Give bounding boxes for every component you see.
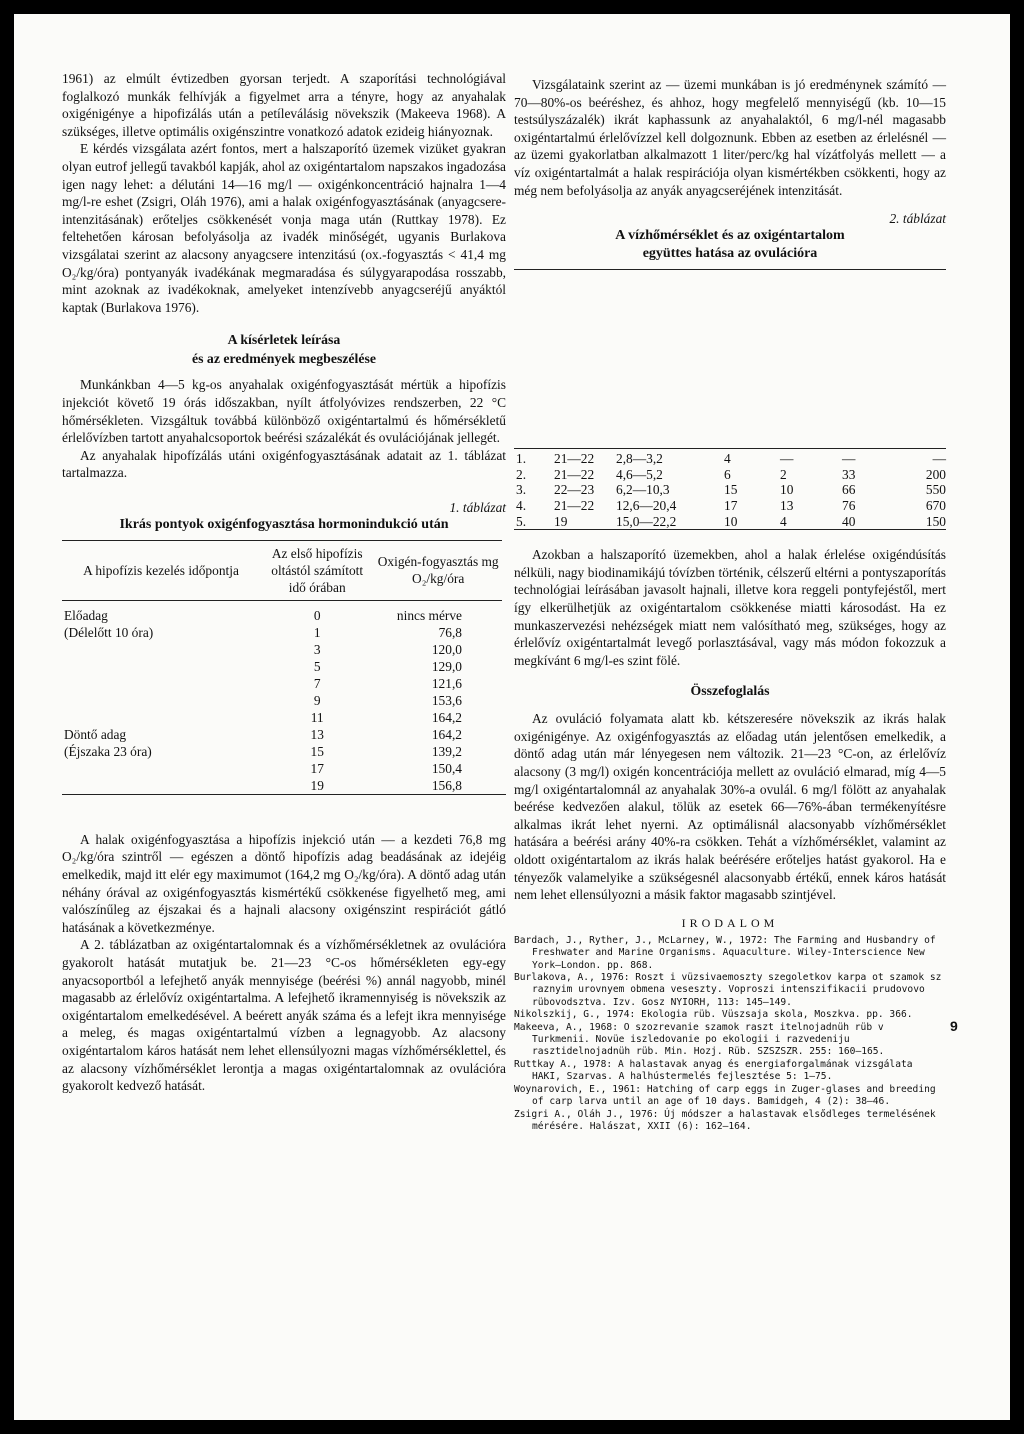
paragraph: A 2. táblázatban az oxigéntartalomnak és a vízhőmérsékletnek az ovulációra gyakorolt hatását mutatjuk be. 21—23 °C-os hőmérsékleten egy-egy anyacsoportból a lefejhető anyák mennyisége (beérési %) annál nagyobb, minél magasabb az érlelővíz oxigéntartalma. A lefejhető ikramennyiség is növekszik az oxigéntartalom emelkedésével. A beérett anyák száma és a lefejt ikra mennyisége a meleg, és magas oxigéntartalmú vízben a legnagyobb. Az alacsony oxigéntartalom káros hatását nem lehet ellensúlyozni magas vízhőmérséklettel, és az alacsony vízhőmérséklet lerontja a magas oxigéntartalomnak az ovulációra gyakorolt kedvező hatását.	[62, 937, 506, 1094]
table-cell: 10	[780, 482, 794, 498]
section-title: Összefoglalás	[690, 683, 770, 699]
table-cell: 120,0	[431, 641, 462, 657]
table-cell: 670	[925, 497, 946, 513]
table-cell: 5.	[516, 513, 527, 529]
table-cell: nincs mérve	[396, 607, 462, 623]
table-cell: 1.	[516, 451, 527, 467]
reference-item: Bardach, J., Ryther, J., McLarney, W., 1972: The Farming and Husbandry of Freshwater and Marine Organisms. Aquaculture. Wiley-Interscience New York—London. pp. 868.	[514, 934, 936, 971]
table-cell: 121,6	[431, 675, 462, 691]
paragraph: Az anyahalak hipofízálás utáni oxigénfogyasztásának adatait az 1. táblázat tartalmazza.	[62, 447, 506, 481]
reference-item: Makeeva, A., 1968: O szozrevanie szamok raszt itelnojadnüh rüb v Turkmenii. Novüe iszledovanie po ekologii i razvedeniju rasztidelnojadnüh rüb. Min. Hozj. Rüb. SZSZSZR. 255: 160—165.	[514, 1021, 885, 1058]
column-header: Oxigén-fogyasztás mg O₂/kg/óra	[374, 540, 502, 600]
table-cell: 33	[842, 466, 856, 482]
table-cell	[62, 658, 260, 675]
table-cell: 1	[313, 624, 321, 640]
paragraph: Az ovuláció folyamata alatt kb. kétszeresére növekszik az ikrás halak oxigénigénye. Az oxigénfogyasztás az előadag után jelentősen emelkedik, a döntő adag után már lényegesen nem változik. 21—23 °C-on, az érlelővíz alacsony (3 mg/l) oxigén koncentrációja mellett az ovuláció elmarad, míg 4—5 mg/l oxigéntartalomnál az anyahalak 30%-a ovulál. 6 mg/l fölött az anyahalak beérése kedvezően alakul, tölük az esetek 66—76%-ában termékenyítésre alkalmas ikrát lehet nyerni. Az optimálisnál alacsonyabb vízhőmérséklet hatására a beérési arány 40%-ra csökken. Tehát a vízhőmérséklet, valamint az oldott oxigéntartalom az ikrás halak beérésére erőteljes hatást gyakorol. Ha e tényezők valamelyike a szükségesnél alacsonyabb értékű, ennek káros hatását nem lehet ellensúlyozni a másik faktor magasabb szintjével.	[514, 711, 946, 903]
table-cell: 200	[925, 466, 946, 482]
table-cell: 139,2	[431, 743, 462, 759]
table-number: 2. táblázat	[889, 211, 946, 227]
table-row	[62, 692, 502, 709]
paragraph: 1961) az elmúlt évtizedben gyorsan terjedt. A szaporítási technológiával foglalkozó munkák felhívják a figyelmet arra a tényre, hogy az anyahalak oxigénigénye a hipofizálás után a petíleválásig növekszik (Makeeva 1968). A szükséges, illetve optimális oxigénszintre vonatkozó adatok ezideig hiányoznak.	[62, 71, 506, 139]
table-cell: 15	[724, 482, 738, 498]
table-cell: 2.	[516, 466, 527, 482]
table-row	[62, 624, 502, 641]
table-cell: 76	[842, 497, 856, 513]
section-title: és az eredmények megbeszélése	[191, 351, 377, 367]
table-cell: 13	[780, 497, 794, 513]
page-number: 9	[950, 1018, 958, 1034]
table-cell: 3	[313, 641, 321, 657]
table-cell: 129,0	[431, 658, 462, 674]
table-cell: 550	[925, 482, 946, 498]
table-cell: 76,8	[438, 624, 462, 640]
table-row	[62, 641, 502, 658]
table-cell	[62, 641, 260, 658]
table-cell: 21—22	[554, 466, 595, 482]
table-cell	[62, 675, 260, 692]
paragraph: E kérdés vizsgálata azért fontos, mert a halszaporító üzemek vizüket gyakran olyan eutrof jellegű tavakból kapják, ahol az oxigéntartalom napszakos ingadozása igen nagy lehet: a délutáni 14—16 mg/l — oxigénkoncentráció hajnalra 1—4 mg/l-re eshet (Zsigri, Oláh 1976), ami a halak oxigénfogyasztásának (anyagcsere-intenzitásának) erőteljes csökkenését vonja maga után (Ruttkay 1978). Ez feltehetően károsan befolyásolja az ivadék minőségét, ugyanis Burlakova vizsgálatai szerint az alacsony anyagcsere intenzitású (ox.-fogyasztás < 41,4 mg O₂/kg/óra) pontyanyák ivadékának megmaradása és súlygyarapodása rosszabb, mint azoknak az ivadékoknak, amelyeket intenzívebb anyagcseréjű anyáktól kaptak (Burlakova 1976).	[62, 141, 506, 315]
table-cell: 17	[310, 760, 324, 776]
table-cell: 6	[724, 466, 731, 482]
table-number: 1. táblázat	[449, 499, 506, 515]
table-cell: 164,2	[431, 726, 462, 742]
table-cell: 156,8	[431, 777, 462, 793]
table-row	[62, 709, 502, 726]
references-title: IRODALOM	[681, 915, 779, 930]
table-cell: 150,4	[431, 760, 462, 776]
table-row	[62, 675, 502, 692]
table-cell: 4	[780, 513, 787, 529]
paragraph: Azokban a halszaporító üzemekben, ahol a halak érlelése oxigéndúsítás nélküli, nagy biodinamikájú tóvízben történik, célszerű eltérni a pontyszaporítás technológiai leírásában javasolt hajnali, illetve kora reggeli pontyfejéstől, mert így elkerülhetjük az oxigéntartalom csökkenése miatti károsodást. Ha ez munkaszervezési nehézségek miatt nem valósítható meg, szükséges, hogy az érlelővíz oxigéntartalmát levegő porlasztásával, vagy más módon fokozzuk a megkívánt 6 mg/l-es szint fölé.	[514, 547, 946, 668]
table-cell: 5	[313, 658, 321, 674]
table-cell	[62, 760, 260, 777]
table-row	[62, 607, 502, 624]
table-title: együttes hatása az ovulációra	[642, 246, 818, 262]
table-cell: 4,6—5,2	[616, 466, 663, 482]
paragraph: Vizsgálataink szerint az — üzemi munkában is jó eredménynek számító — 70—80%-os beéréshez, és ahhoz, hogy megfelelő mennyiségű (kb. 10—15 testsúlyszázalék) ikrát kaphassunk az anyahalaktól, 6 mg/l-nél magasabb oxigéntartalmú érlelővízzel kell dolgoznunk. Ebben az esetben az érlelésnél — az üzemi gyakorlatban alkalmazott 1 liter/perc/kg hal vízátfolyás mellett — a víz oxigéntartalmát a halak respirációja olyan kismértékben csökkenti, hogy az még nem befolyásolja az anyák anyagcseréjének intenzitását.	[514, 77, 946, 198]
table-row	[62, 743, 502, 760]
table-cell: 21—22	[554, 497, 595, 513]
table-cell: Előadag	[64, 607, 108, 623]
table-cell: 153,6	[431, 692, 462, 708]
table-row	[514, 482, 954, 498]
reference-item: Woynarovich, E., 1961: Hatching of carp eggs in Zuger-glases and breeding of carp larva until an age of 10 days. Bamidgeh, 4 (2): 38—46.	[514, 1083, 936, 1108]
table-cell: 7	[313, 675, 321, 691]
table-row	[62, 726, 502, 743]
table-cell: 3.	[516, 482, 527, 498]
table-cell: 19	[554, 513, 568, 529]
table-cell: 21—22	[554, 451, 595, 467]
reference-item: Burlakova, A., 1976: Roszt i vüzsivaemoszty szegoletkov karpa ot szamok sz raznyim urovnyem obmena veseszty. Voproszi intenszifikacii prudovovo rübovodsztva. Izv. Gosz NYIORH, 113: 145—149.	[514, 972, 942, 1008]
table-cell: 17	[724, 497, 738, 513]
table-cell: 19	[310, 777, 324, 793]
table-cell: 0	[313, 607, 321, 623]
table-cell: (Délelőtt 10 óra)	[64, 624, 154, 640]
table-row	[62, 760, 502, 777]
table-cell: 164,2	[431, 709, 462, 725]
table-cell: 12,6—20,4	[616, 497, 677, 513]
ovulation-table	[514, 449, 954, 529]
table-cell: 4.	[516, 497, 527, 513]
table-title: A vízhőmérséklet és az oxigéntartalom	[615, 228, 845, 244]
table-cell	[62, 709, 260, 726]
table-title: Ikrás pontyok oxigénfogyasztása hormonindukció után	[119, 516, 449, 532]
table-cell: 9	[313, 692, 321, 708]
reference-item: Zsigri A., Oláh J., 1976: Új módszer a halastavak elsődleges termelésének mérésére. Halászat, XXII (6): 162—164.	[514, 1108, 936, 1132]
table-cell: 10	[724, 513, 738, 529]
table-cell: 15	[310, 743, 324, 759]
table-cell: 22—23	[554, 482, 595, 498]
table-cell	[62, 777, 260, 794]
table-cell: 11	[310, 709, 324, 725]
table-row	[514, 498, 954, 514]
table-cell: —	[780, 451, 794, 467]
table-cell: 2,8—3,2	[616, 451, 663, 467]
table-row	[514, 514, 954, 530]
table-cell: —	[932, 451, 946, 467]
paragraph: A halak oxigénfogyasztása a hipofízis injekció után — a kezdeti 76,8 mg O₂/kg/óra szintről — egészen a döntő hipofízis adag beadásának az idejéig emelkedik, majd itt elér egy maximumot (164,2 mg O₂/kg/óra). A döntő adag után néhány órával az oxigénfogyasztás kismértékű csökkenése figyelhető meg, ami valószínűleg az éjszakai és a hajnali alacsony oxigénszint respirációt gátló hatásának a következménye.	[62, 831, 506, 935]
right-column	[514, 76, 946, 1133]
table-cell: 4	[724, 451, 731, 467]
table-cell: 15,0—22,2	[616, 513, 677, 529]
table-header-area	[514, 270, 946, 448]
reference-item: Nikolszkij, G., 1974: Ekologia rüb. Vüszsaja skola, Moszkva. pp. 366.	[514, 1009, 913, 1021]
column-header: A hipofízis kezelés időpontja	[62, 540, 260, 600]
table-row	[62, 777, 502, 794]
table-cell: 13	[310, 726, 324, 742]
journal-page	[14, 14, 1010, 1420]
left-column	[62, 70, 506, 1095]
table-cell	[62, 692, 260, 709]
table-cell: 2	[780, 466, 787, 482]
table-cell: 66	[842, 482, 856, 498]
table-row	[514, 467, 954, 483]
section-title: A kísérletek leírása	[227, 332, 341, 348]
paragraph: Munkánkban 4—5 kg-os anyahalak oxigénfogyasztását mértük a hipofízis injekciót követő 19 órás időszakban, nyílt átfolyóvizes rendszerben, 22 °C hőmérsékleten. Vizsgáltuk továbbá különböző oxigéntartalmú és hőmérsékletű érlelővízben tartott anyahalcsoportok beérési százalékát és ovulációjának jellegét.	[62, 377, 506, 446]
table-cell: 6,2—10,3	[616, 482, 670, 498]
table-cell: 40	[842, 513, 856, 529]
table-cell: 150	[925, 513, 946, 529]
table-cell: Döntő adag	[64, 726, 127, 742]
table-cell: (Éjszaka 23 óra)	[64, 743, 152, 759]
column-header: Az első hipofízis oltástól számított idő órában	[260, 540, 374, 600]
table-row	[62, 658, 502, 675]
table-row	[514, 449, 954, 467]
table-cell: —	[842, 451, 856, 467]
oxygen-consumption-table	[62, 540, 502, 794]
reference-item: Ruttkay A., 1978: A halastavak anyag és energiaforgalmának vizsgálata HAKI, Szarvas. A halhústermelés fejlesztése 5: 1—75.	[514, 1058, 913, 1083]
